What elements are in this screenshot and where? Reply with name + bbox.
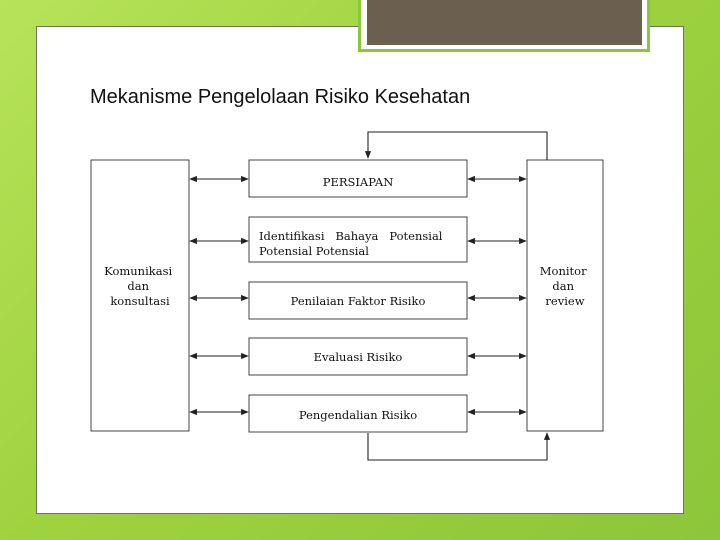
step-label-evaluasi: Evaluasi Risiko [313,350,403,364]
step-label-persiapan: PERSIAPAN [322,175,394,189]
step-label-identifikasi-line1: Identifikasi Bahaya Potensial [259,229,443,243]
feedback-arrow-top [368,132,547,160]
step-label-pengendalian: Pengendalian Risiko [298,408,418,422]
step-label-identifikasi-line2: Potensial Potensial [259,244,369,258]
step-label-penilaian: Penilaian Faktor Risiko [290,294,426,308]
right-box-label: Monitor dan review [539,264,587,308]
left-box-label: Komunikasi dan konsultasi [104,264,173,308]
feedback-arrow-bottom [368,433,547,460]
slide-heading: Mekanisme Pengelolaan Risiko Kesehatan [90,86,471,108]
